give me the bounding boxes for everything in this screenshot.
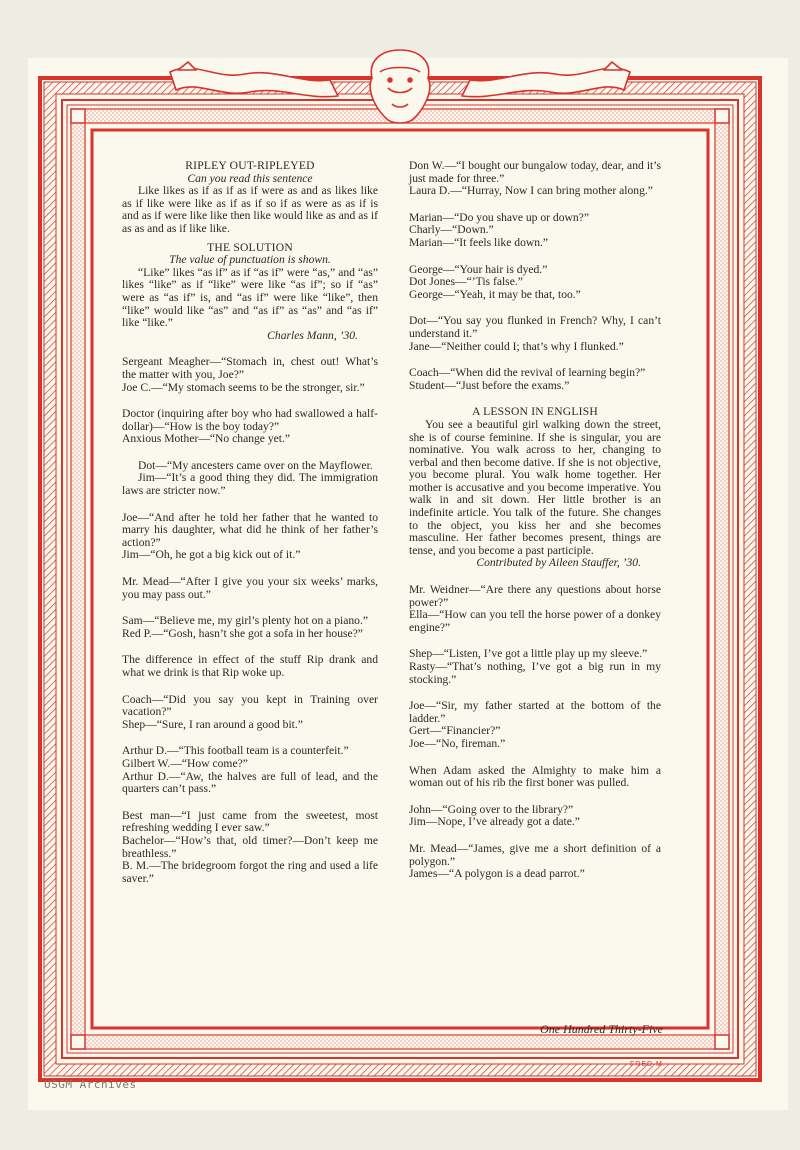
joke-line: Dot—“My ancesters came over on the Mayflower. bbox=[138, 458, 373, 472]
ripley-text: Like likes as if as if as if were as and as likes like as if like were like as if as if so if as were as as if is and as if were like like then like would like as and as if as as and as if like like. bbox=[122, 184, 378, 235]
joke-line: Shep—“Sure, I ran around a good bit.” bbox=[122, 717, 303, 731]
joke-line: Anxious Mother—“No change yet.” bbox=[122, 432, 291, 446]
joke-line: Gert—“Financier?” bbox=[409, 724, 501, 738]
joke-block bbox=[122, 512, 378, 562]
joke-block bbox=[409, 212, 661, 250]
ripley-subtitle: Can you read this sentence bbox=[187, 171, 313, 185]
joke-block bbox=[409, 843, 661, 881]
solution-title: THE SOLUTION bbox=[207, 240, 293, 254]
lesson-title: A LESSON IN ENGLISH bbox=[472, 405, 598, 419]
joke-block bbox=[409, 804, 661, 829]
joke-block bbox=[409, 648, 661, 686]
lesson-signature: Contributed by Aileen Stauffer, ’30. bbox=[476, 556, 641, 570]
joke-block bbox=[409, 700, 661, 750]
joke-line: Sam—“Believe me, my girl’s plenty hot on a piano.” bbox=[122, 614, 368, 628]
joke-block bbox=[122, 576, 378, 601]
joke-line: Joe—“And after he told her father that he wanted to marry his daughter, what did he think of her father’s action?” bbox=[122, 510, 378, 549]
joke-line: Best man—“I just came from the sweetest, most refreshing wedding I ever saw.” bbox=[122, 808, 378, 835]
lesson-text: You see a beautiful girl walking down the street, she is of course feminine. If she is singular, you are nominative. You walk across to her, changing to verbal and then become dative. If she is not objective, you become plural. You walk home together. Her mother is accusative and you become imperative. You walk in and sit down. Her little brother is an indefinite article. You talk of the future. She changes to the object, you kiss her and she becomes masculine. Her father becomes present, things are tense, and you become a past participle. bbox=[409, 417, 661, 557]
joke-line: Bachelor—“How’s that, old timer?—Don’t keep me breathless.” bbox=[122, 833, 378, 860]
joke-line: Ella—“How can you tell the horse power of a donkey engine?” bbox=[409, 608, 661, 634]
joke-line: Jim—Nope, I’ve already got a date.” bbox=[409, 815, 580, 829]
joke-block bbox=[409, 584, 661, 634]
joke-line: Coach—“When did the revival of learning begin?” bbox=[409, 366, 646, 380]
joke-block bbox=[122, 654, 378, 679]
joke-line: Dot—“You say you flunked in French? Why, I can’t understand it.” bbox=[409, 314, 661, 340]
joke-line: Rasty—“That’s nothing, I’ve got a big run in my stocking.” bbox=[409, 660, 661, 686]
joke-line: Doctor (inquiring after boy who had swallowed a half-dollar)—“How is the boy today?” bbox=[122, 407, 378, 433]
joke-block bbox=[409, 315, 661, 353]
ripley-title: RIPLEY OUT-RIPLEYED bbox=[185, 159, 315, 172]
joke-line: Jim—“Oh, he got a big kick out of it.” bbox=[122, 548, 301, 562]
joke-line: Coach—“Did you say you kept in Training over vacation?” bbox=[122, 692, 378, 719]
joke-line: Marian—“Do you shave up or down?” bbox=[409, 210, 589, 224]
left-column bbox=[122, 160, 378, 885]
joke-block bbox=[122, 810, 378, 886]
joke-line: Mr. Mead—“After I give you your six weeks’ marks, you may pass out.” bbox=[122, 575, 378, 601]
joke-line: Joe C.—“My stomach seems to be the stronger, sir.” bbox=[122, 380, 365, 394]
joke-line: Marian—“It feels like down.” bbox=[409, 235, 549, 249]
joke-line: John—“Going over to the library?” bbox=[409, 802, 574, 816]
joke-line: James—“A polygon is a dead parrot.” bbox=[409, 867, 585, 881]
joke-line: When Adam asked the Almighty to make him a woman out of his rib the first boner was pulled. bbox=[409, 763, 661, 790]
joke-line: Joe—“No, fireman.” bbox=[409, 736, 506, 750]
solution-signature: Charles Mann, ’30. bbox=[267, 328, 358, 342]
archive-watermark: USGM Archives bbox=[44, 1078, 137, 1091]
page-number: One Hundred Thirty-Five bbox=[540, 1022, 663, 1036]
joke-line: Red P.—“Gosh, hasn’t she got a sofa in her house?” bbox=[122, 626, 363, 640]
joke-line: Arthur D.—“Aw, the halves are full of lead, and the quarters can’t pass.” bbox=[122, 769, 378, 796]
joke-line: The difference in effect of the stuff Rip drank and what we drink is that Rip woke up. bbox=[122, 653, 378, 679]
joke-block bbox=[409, 160, 661, 198]
solution-text: “Like” likes “as if” as if “as if” were “as,” and “as” likes “like” as if “like” were like “as if”; so if “as” were as “as if” is, and “as if” were like “like”, then “like” would like “as” and “as if” as “as” and “as if” like “like.” bbox=[122, 265, 378, 330]
joke-line: Dot Jones—“’Tis false.” bbox=[409, 275, 523, 289]
joke-line: Don W.—“I bought our bungalow today, dear, and it’s just made for three.” bbox=[409, 159, 661, 185]
joke-line: Jim—“It’s a good thing they did. The immigration laws are stricter now.” bbox=[122, 471, 378, 498]
joke-line: Shep—“Listen, I’ve got a little play up my sleeve.” bbox=[409, 647, 648, 661]
joke-line: Mr. Weidner—“Are there any questions about horse power?” bbox=[409, 583, 661, 609]
joke-line: Student—“Just before the exams.” bbox=[409, 378, 570, 392]
joke-line: Sergeant Meagher—“Stomach in, chest out! What’s the matter with you, Joe?” bbox=[122, 355, 378, 381]
joke-block bbox=[122, 408, 378, 446]
joke-line: Jane—“Neither could I; that’s why I flunked.” bbox=[409, 339, 624, 353]
joke-line: Charly—“Down.” bbox=[409, 223, 494, 237]
joke-line: B. M.—The bridegroom forgot the ring and used a life saver.” bbox=[122, 859, 378, 885]
joke-block bbox=[409, 765, 661, 790]
joke-block bbox=[122, 694, 378, 732]
joke-line: Joe—“Sir, my father started at the bottom of the ladder.” bbox=[409, 699, 661, 725]
joke-block bbox=[122, 745, 378, 795]
joke-block bbox=[122, 615, 378, 640]
joke-block bbox=[409, 367, 661, 392]
joke-block bbox=[122, 460, 378, 498]
joke-block bbox=[409, 264, 661, 302]
right-column bbox=[409, 160, 661, 881]
joke-line: George—“Yeah, it may be that, too.” bbox=[409, 287, 581, 301]
artist-signature: FRED M. bbox=[630, 1061, 666, 1068]
joke-line: Mr. Mead—“James, give me a short definition of a polygon.” bbox=[409, 841, 661, 868]
joke-line: Gilbert W.—“How come?” bbox=[122, 756, 248, 770]
joke-line: Laura D.—“Hurray, Now I can bring mother along.” bbox=[409, 184, 653, 198]
joke-line: George—“Your hair is dyed.” bbox=[409, 262, 548, 276]
solution-subtitle: The value of punctuation is shown. bbox=[169, 253, 331, 267]
joke-line: Arthur D.—“This football team is a counterfeit.” bbox=[122, 744, 349, 758]
joke-block bbox=[122, 356, 378, 394]
